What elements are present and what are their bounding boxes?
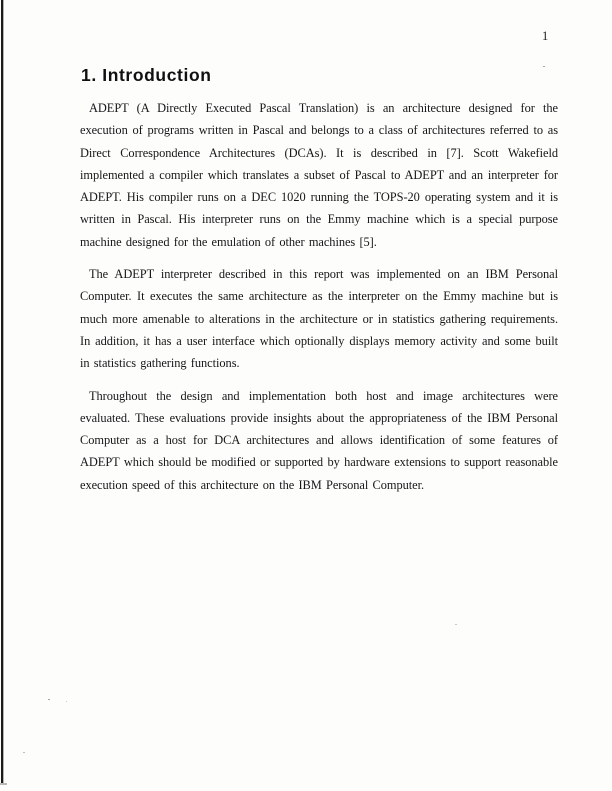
scan-noise-speck — [48, 699, 50, 700]
scan-noise-speck — [543, 66, 545, 67]
scan-edge-artifact-foot — [0, 783, 7, 785]
page-number: 1 — [542, 29, 549, 43]
body-text — [80, 97, 558, 506]
scan-edge-artifact — [1, 0, 3, 783]
scan-noise-speck — [23, 752, 25, 753]
paragraph-2: The ADEPT interpreter described in this report was implemented on an IBM Personal Computer. It executes the same architecture as the interpreter on the Emmy machine but is much more amenable to alterations in the architecture or in statistics gathering requirements. In addition, it has a user interface which optionally displays memory activity and some built in statistics gathering functions. — [80, 267, 558, 371]
section-heading: 1. Introduction — [81, 65, 212, 85]
scan-noise-speck — [66, 701, 67, 702]
paragraph-1: ADEPT (A Directly Executed Pascal Translation) is an architecture designed for the execution of programs written in Pascal and belongs to a class of architectures referred to as Direct Correspondence Architectures (DCAs). It is described in [7]. Scott Wakefield implemented a compiler which translates a subset of Pascal to ADEPT and an interpreter for ADEPT. His compiler runs on a DEC 1020 running the TOPS-20 operating system and it is written in Pascal. His interpreter runs on the Emmy machine which is a special purpose machine designed for the emulation of other machines [5]. — [80, 101, 558, 249]
paragraph-3: Throughout the design and implementation both host and image architectures were evaluated. These evaluations provide insights about the appropriateness of the IBM Personal Computer as a host for DCA architectures and allows identification of some features of ADEPT which should be modified or supported by hardware extensions to support reasonable execution speed of this architecture on the IBM Personal Computer. — [80, 388, 558, 492]
scan-noise-speck — [455, 624, 457, 625]
